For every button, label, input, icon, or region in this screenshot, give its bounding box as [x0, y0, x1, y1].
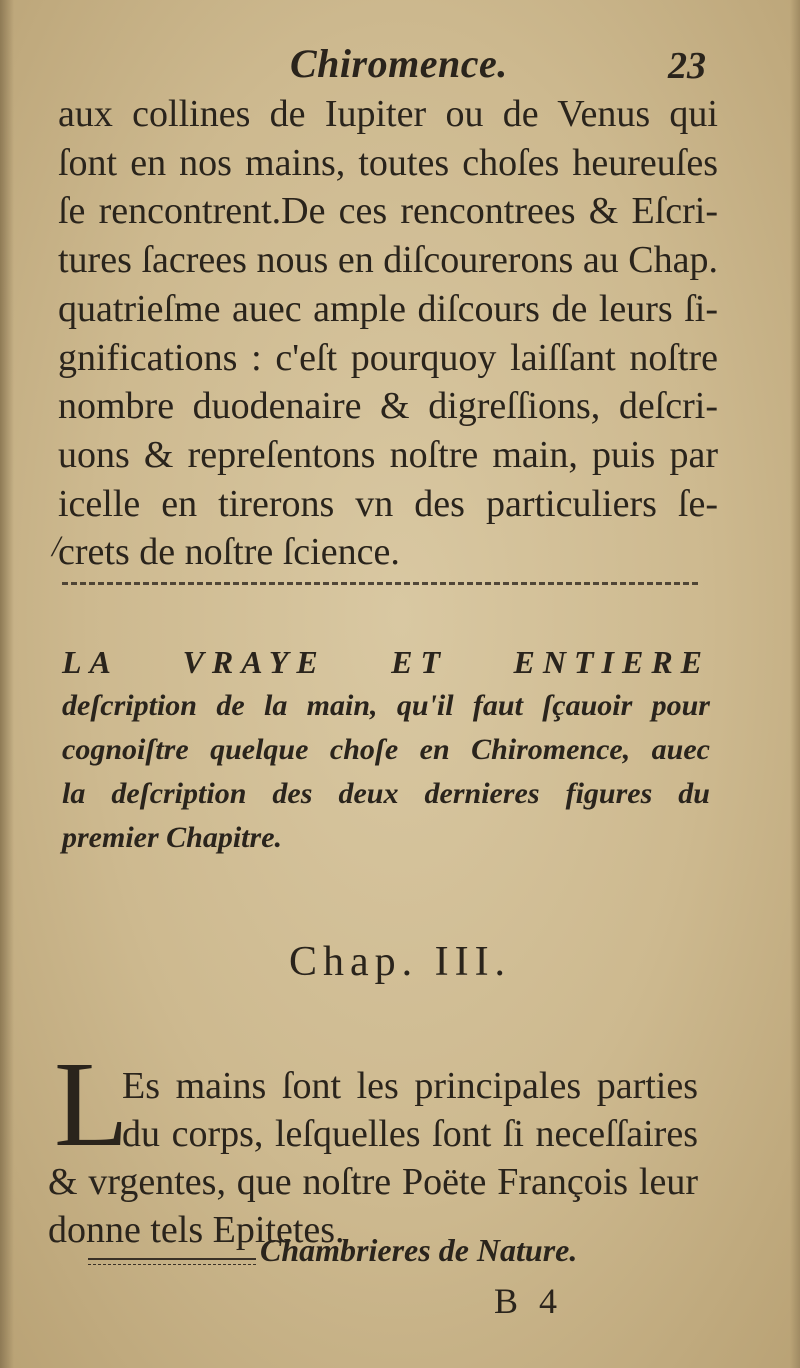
text-line: nombre duodenaire & digreſſions, deſcri-	[58, 385, 718, 428]
heading-line: deſcription de la main, qu'il faut ſçauoir pour	[62, 689, 710, 722]
text-line: aux collines de Iupiter ou de Venus qui	[58, 93, 718, 135]
text-line: Es mains ſont les principales parties	[122, 1065, 698, 1107]
text-line: uons & repreſentons noſtre main, puis par	[58, 433, 718, 476]
text-line: tures ſacrees nous en diſcourerons au Chap.	[58, 239, 718, 282]
verse-leader-rule	[88, 1258, 256, 1265]
chapter-title: Chap. III.	[288, 939, 512, 985]
running-head	[0, 30, 800, 90]
page-edge-shadow-right	[790, 0, 800, 1368]
heading-line: premier Chapitre.	[62, 821, 283, 854]
running-head-title: Chiromence.	[290, 41, 508, 86]
text-line: ſe rencontrent.De ces rencontrees & Eſcri-	[58, 190, 718, 233]
text-line: crets de noſtre ſcience.	[58, 531, 400, 574]
verse-quotation	[88, 1232, 688, 1282]
heading-line: cognoiſtre quelque choſe en Chiromence, auec	[62, 733, 710, 766]
section-heading	[62, 640, 710, 860]
text-line: du corps, leſquelles ſont ſi neceſſaires	[122, 1113, 698, 1155]
text-line: gnifications : c'eſt pourquoy laiſſant noſtre	[58, 336, 718, 379]
text-line: donne tels Epitetes.	[48, 1209, 345, 1251]
chapter-paragraph	[48, 1062, 698, 1254]
stray-ink-mark: /	[52, 530, 61, 563]
drop-cap: L	[54, 1037, 129, 1172]
page-edge-shadow-left	[0, 0, 14, 1368]
section-divider-rule	[62, 582, 698, 589]
text-line: icelle en tirerons vn des particuliers ſe-	[58, 482, 718, 525]
page-number: 23	[668, 45, 706, 87]
paragraph-continued	[58, 90, 718, 577]
verse-text: Chambrieres de Nature.	[260, 1232, 578, 1268]
text-line: ſont en nos mains, toutes choſes heureuſes	[58, 141, 718, 184]
text-line: & vrgentes, que noſtre Poëte François leur	[48, 1161, 698, 1203]
signature-mark: B 4	[494, 1281, 564, 1321]
text-line: quatrieſme auec ample diſcours de leurs ſi-	[58, 287, 718, 330]
heading-line: LA VRAYE ET ENTIERE	[62, 644, 710, 680]
heading-line: la deſcription des deux dernieres figures du	[62, 777, 710, 810]
